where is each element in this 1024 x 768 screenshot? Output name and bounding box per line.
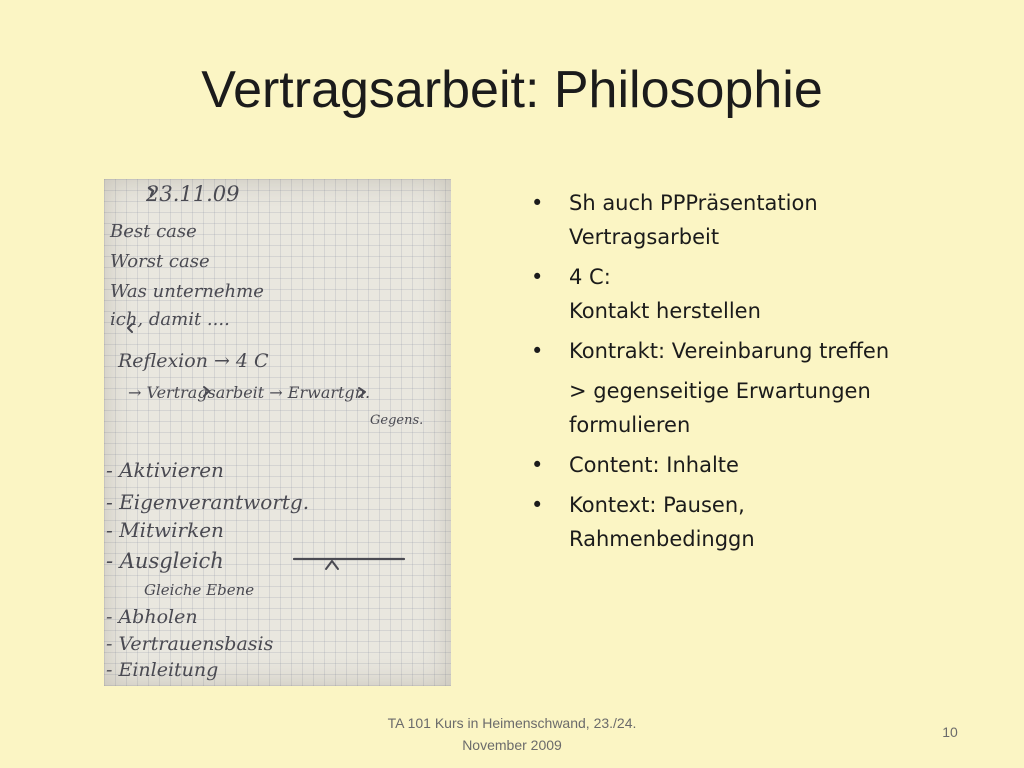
note-reflexion: Reflexion → 4 C <box>118 350 269 372</box>
note-eigenverantwortung: - Eigenverantwortg. <box>106 490 310 514</box>
bullet-item <box>531 260 951 328</box>
bullet-marker: • <box>531 339 544 363</box>
slide-title: Vertragsarbeit: Philosophie <box>201 61 823 119</box>
note-vertrauensbasis: - Vertrauensbasis <box>106 633 274 655</box>
slide-footer <box>362 712 662 756</box>
bullet-item <box>531 334 951 368</box>
note-date: 23.11.09 <box>146 182 240 206</box>
footer-line: November 2009 <box>462 737 562 753</box>
bullet-item <box>531 186 951 254</box>
bullet-text: Vertragsarbeit <box>569 225 720 249</box>
bullet-text: Kontext: Pausen, <box>569 493 745 517</box>
bullet-item <box>531 488 951 556</box>
bullet-item <box>531 374 951 442</box>
bullet-text: Content: Inhalte <box>569 453 739 477</box>
bullet-marker: • <box>531 191 544 215</box>
handwritten-notes-drawing <box>104 179 451 686</box>
note-vertragsarbeit: → Vertragsarbeit → Erwartgn. <box>128 383 371 402</box>
bullet-text: 4 C: <box>569 265 611 289</box>
note-was-unternehme: Was unternehme <box>110 281 264 302</box>
note-abholen: - Abholen <box>106 606 198 628</box>
note-gegens: Gegens. <box>370 413 424 428</box>
note-best-case: Best case <box>110 221 197 242</box>
note-worst-case: Worst case <box>110 251 210 272</box>
page-number: 10 <box>942 724 958 740</box>
bullet-text: > gegenseitige Erwartungen <box>569 379 871 403</box>
handwritten-notes-photo <box>104 179 451 686</box>
bullet-marker: • <box>531 453 544 477</box>
note-gleiche-ebene: Gleiche Ebene <box>144 581 255 599</box>
note-ich-damit: ich, damit .... <box>110 309 230 330</box>
bullet-marker: • <box>531 493 544 517</box>
bullet-marker: • <box>531 265 544 289</box>
note-einleitung: - Einleitung <box>106 659 219 681</box>
bullet-list <box>531 186 951 562</box>
bullet-text: Sh auch PPPräsentation <box>569 191 818 215</box>
bullet-text: Kontrakt: Vereinbarung treffen <box>569 339 890 363</box>
note-ausgleich: - Ausgleich <box>106 549 224 573</box>
note-aktivieren: - Aktivieren <box>106 458 224 482</box>
bullet-text: Rahmenbedinggn <box>569 527 755 551</box>
bullet-item <box>531 448 951 482</box>
footer-line: TA 101 Kurs in Heimenschwand, 23./24. <box>387 715 637 731</box>
bullet-text: formulieren <box>569 413 691 437</box>
bullet-text: Kontakt herstellen <box>569 299 761 323</box>
note-mitwirken: - Mitwirken <box>106 518 224 542</box>
